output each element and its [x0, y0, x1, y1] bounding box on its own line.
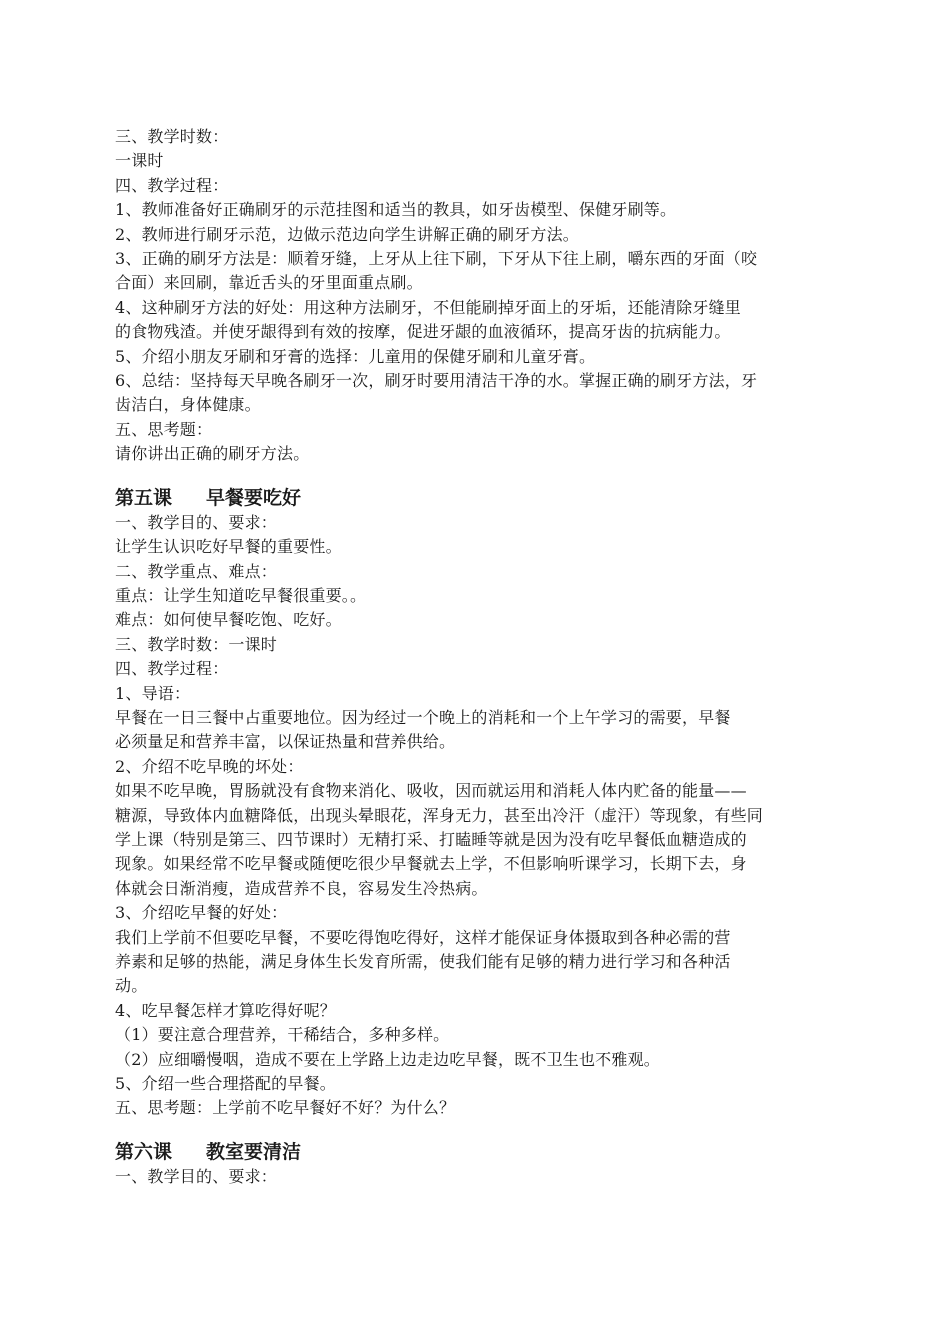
text-line: 五、思考题：上学前不吃早餐好不好？为什么？ — [115, 1098, 456, 1118]
text-line: 重点：让学生知道吃早餐很重要。。 — [115, 585, 367, 605]
text-line: 一课时 — [115, 151, 164, 171]
text-line: 4、吃早餐怎样才算吃得好呢？ — [115, 1000, 336, 1020]
text-line: 2、介绍不吃早晚的坏处： — [115, 756, 304, 776]
text-line: 四、教学过程： — [115, 659, 229, 679]
text-line: 3、正确的刷牙方法是：顺着牙缝，上牙从上往下刷，下牙从下往上刷，嚼东西的牙面（咬 — [115, 249, 758, 269]
text-line: 糖源，导致体内血糖降低，出现头晕眼花，浑身无力，甚至出冷汗（虚汗）等现象，有些同 — [115, 805, 764, 825]
text-line: 现象。如果经常不吃早餐或随便吃很少早餐就去上学，不但影响听课学习，长期下去，身 — [115, 854, 747, 874]
document-page — [115, 125, 840, 1189]
section-lesson5 — [115, 511, 840, 1121]
text-line: 我们上学前不但要吃早餐，不要吃得饱吃得好，这样才能保证身体摄取到各种必需的营 — [115, 927, 731, 947]
text-line: 3、介绍吃早餐的好处： — [115, 903, 288, 923]
section-lesson4-tail — [115, 125, 840, 467]
lesson-number: 第六课 — [115, 1140, 173, 1163]
text-line: 早餐在一日三餐中占重要地位。因为经过一个晚上的消耗和一个上午学习的需要，早餐 — [115, 707, 731, 727]
text-line: 让学生认识吃好早餐的重要性。 — [115, 537, 342, 557]
text-line: 难点：如何使早餐吃饱、吃好。 — [115, 610, 342, 630]
text-line: 学上课（特别是第三、四节课时）无精打采、打瞌睡等就是因为没有吃早餐低血糖造成的 — [115, 829, 747, 849]
text-line: 五、思考题： — [115, 419, 213, 439]
text-line: 养素和足够的热能，满足身体生长发育所需，使我们能有足够的精力进行学习和各种活 — [115, 952, 731, 971]
text-line: 体就会日渐消瘦，造成营养不良，容易发生冷热病。 — [115, 878, 488, 898]
text-line: 齿洁白，身体健康。 — [115, 395, 261, 415]
text-line: 二、教学重点、难点： — [115, 561, 278, 581]
text-line: 三、教学时数：一课时 — [115, 634, 278, 654]
text-line: 2、教师进行刷牙示范，边做示范边向学生讲解正确的刷牙方法。 — [115, 224, 579, 244]
text-line: （1）要注意合理营养，干稀结合，多种多样。 — [115, 1025, 450, 1045]
text-line: 合面）来回刷，靠近舌头的牙里面重点刷。 — [115, 273, 423, 293]
text-line: 1、教师准备好正确刷牙的示范挂图和适当的教具，如牙齿模型、保健牙刷等。 — [115, 200, 677, 220]
section-lesson6 — [115, 1165, 840, 1189]
text-line: 6、总结：坚持每天早晚各刷牙一次，刷牙时要用清洁干净的水。掌握正确的刷牙方法，牙 — [115, 371, 758, 391]
lesson-number: 第五课 — [115, 486, 173, 509]
text-line: 请你讲出正确的刷牙方法。 — [115, 444, 310, 464]
text-line: 如果不吃早晚，胃肠就没有食物来消化、吸收，因而就运用和消耗人体内贮备的能量—— — [115, 781, 747, 801]
text-line: （2）应细嚼慢咽，造成不要在上学路上边走边吃早餐，既不卫生也不雅观。 — [115, 1049, 660, 1069]
text-line: 四、教学过程： — [115, 175, 229, 195]
text-line: 一、教学目的、要求： — [115, 1166, 278, 1186]
text-line: 5、介绍小朋友牙刷和牙膏的选择：儿童用的保健牙刷和儿童牙膏。 — [115, 346, 596, 366]
text-line: 三、教学时数： — [115, 127, 229, 146]
text-line: 5、介绍一些合理搭配的早餐。 — [115, 1074, 336, 1094]
lesson-title: 教室要清洁 — [206, 1140, 302, 1163]
text-line: 必须量足和营养丰富，以保证热量和营养供给。 — [115, 732, 456, 752]
lesson-heading-6 — [115, 1139, 840, 1165]
text-line: 的食物残渣。并使牙龈得到有效的按摩，促进牙龈的血液循环，提高牙齿的抗病能力。 — [115, 322, 731, 342]
text-line: 4、这种刷牙方法的好处：用这种方法刷牙，不但能刷掉牙面上的牙垢，还能清除牙缝里 — [115, 297, 741, 317]
text-line: 动。 — [115, 976, 148, 996]
text-line: 1、导语： — [115, 683, 191, 703]
lesson-title: 早餐要吃好 — [206, 486, 302, 509]
lesson-heading-5 — [115, 485, 840, 511]
text-line: 一、教学目的、要求： — [115, 512, 278, 532]
